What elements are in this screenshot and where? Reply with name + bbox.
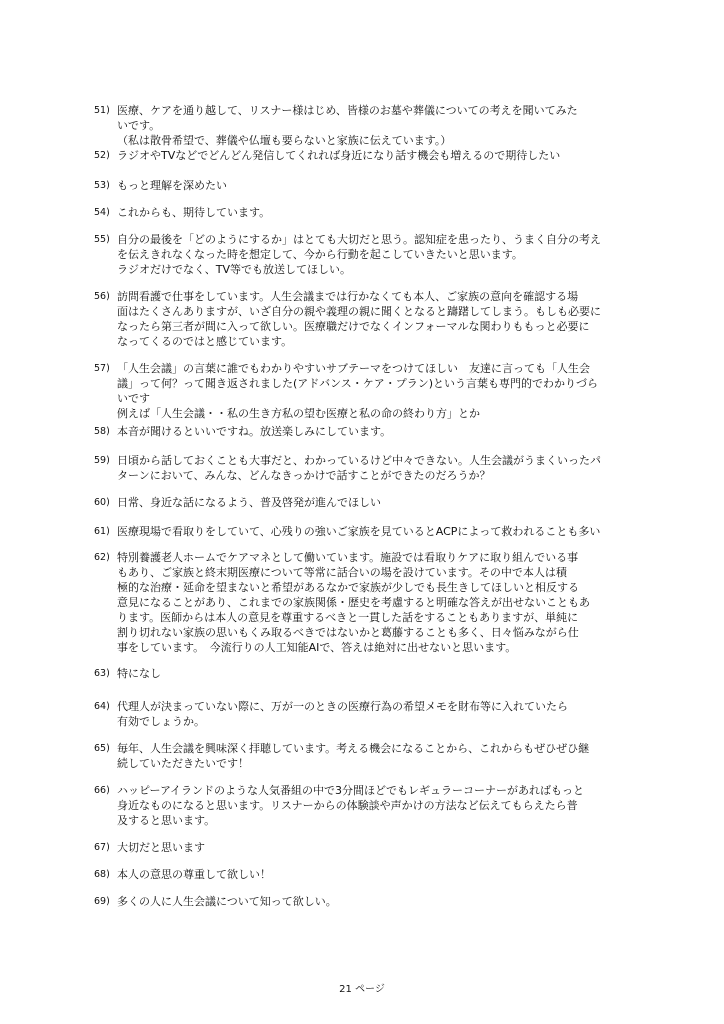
- entry-number: 66): [94, 785, 110, 796]
- entry-text-line: 身近なものになると思います。リスナーからの体験談や声かけの方法など伝えてもらえたら普: [117, 799, 578, 812]
- entry-text-line: 医療現場で看取りをしていて、心残りの強いご家族を見ているとACPによって救われることも多い: [117, 525, 601, 538]
- comment-entry: [94, 103, 630, 148]
- entry-number: 65): [94, 743, 110, 754]
- comment-entry: [94, 524, 630, 539]
- entry-number: 67): [94, 842, 110, 853]
- entry-text-line: 特別養護老人ホームでケアマネとして働いています。施設では看取りケアに取り組んでいる事: [117, 551, 579, 564]
- entry-text: [117, 453, 630, 483]
- comment-entry: [94, 741, 630, 771]
- comment-entry: [94, 666, 630, 681]
- entry-number: 57): [94, 363, 110, 374]
- comment-entry: [94, 783, 630, 828]
- entry-text-line: 訪問看護で仕事をしています。人生会議までは行かなくても本人、ご家族の意向を確認する場: [117, 290, 579, 303]
- entry-text-line: 続していただきたいです！: [117, 757, 249, 770]
- entry-text: [117, 495, 630, 510]
- entry-text-line: を伝えきれなくなった時を想定して、今から行動を起こしていきたいと思います。: [117, 248, 523, 261]
- entry-text-line: 事をしています。 今流行りの人工知能AIで、答えは絶対に出せないと思います。: [117, 641, 517, 654]
- comment-entry: [94, 453, 630, 483]
- page-number: 21 ページ: [339, 984, 385, 995]
- entry-text-line: 日常、身近な話になるよう、普及啓発が進んでほしい: [117, 496, 381, 509]
- entry-text-line: なったら第三者が間に入って欲しい。医療職だけでなくインフォーマルな関わりももっと必要に: [117, 320, 590, 333]
- entry-text-line: 本人の意思の尊重して欲しい！: [117, 868, 271, 881]
- entry-number: 51): [94, 105, 110, 116]
- comment-entry: [94, 148, 630, 163]
- entry-text-line: 面はたくさんありますが、いざ自分の親や義理の親に聞くとなると躊躇してしまう。もしも必要に: [117, 305, 601, 318]
- entry-text-line: 及すると思います。: [117, 814, 216, 827]
- entry-text-line: 代理人が決まっていない際に、万が一のときの医療行為の希望メモを財布等に入れていたら: [117, 700, 568, 713]
- comment-entry: [94, 205, 630, 220]
- entry-text-line: 「人生会議」の言葉に誰でもわかりやすいサブテーマをつけてほしい 友達に言っても「人生会: [117, 362, 590, 375]
- entry-text: [117, 840, 630, 855]
- entry-number: 53): [94, 180, 110, 191]
- entry-number: 63): [94, 668, 110, 679]
- comment-entry: [94, 424, 630, 439]
- entry-number: 69): [94, 896, 110, 907]
- entry-number: 62): [94, 552, 110, 563]
- entry-text: [117, 205, 630, 220]
- comment-list: [94, 103, 630, 909]
- entry-text: [117, 103, 630, 148]
- entry-text-line: いです。: [117, 119, 161, 132]
- entry-text: [117, 894, 630, 909]
- entry-text: [117, 289, 630, 349]
- comment-entry: [94, 867, 630, 882]
- entry-number: 60): [94, 497, 110, 508]
- entry-text: [117, 148, 630, 163]
- entry-text-line: いです: [117, 392, 150, 405]
- entry-text-line: 極的な治療・延命を望まないと希望があるなかで家族が少しでも長生きしてほしいと相反する: [117, 581, 579, 594]
- entry-text-line: 多くの人に人生会議について知って欲しい。: [117, 895, 337, 908]
- entry-text: [117, 666, 630, 681]
- entry-number: 52): [94, 150, 110, 161]
- comment-entry: [94, 232, 630, 277]
- entry-text-line: なってくるのではと感じています。: [117, 335, 293, 348]
- entry-number: 64): [94, 701, 110, 712]
- comment-entry: [94, 894, 630, 909]
- comment-entry: [94, 550, 630, 655]
- entry-text-line: もっと理解を深めたい: [117, 179, 227, 192]
- entry-text-line: ります。医師からは本人の意見を尊重するべきと一貫した話をすることもありますが、単純に: [117, 611, 579, 624]
- entry-text: [117, 232, 630, 277]
- entry-text: [117, 361, 630, 421]
- entry-text: [117, 178, 630, 193]
- entry-text-line: 例えば「人生会議・・私の生き方私の望む医療と私の命の終わり方」とか: [117, 407, 480, 420]
- entry-text-line: 割り切れない家族の思いもくみ取るべきではないかと葛藤することも多く、日々悩みながら仕: [117, 626, 579, 639]
- entry-text-line: 意見になることがあり、これまでの家族関係・歴史を考慮すると明確な答えが出せないこともあ: [117, 596, 590, 609]
- entry-text: [117, 741, 630, 771]
- entry-text: [117, 699, 630, 729]
- entry-text-line: 特になし: [117, 667, 161, 680]
- entry-text-line: （私は散骨希望で、葬儀や仏壇も要らないと家族に伝えています。）: [117, 134, 452, 147]
- entry-text-line: これからも、期待しています。: [117, 206, 271, 219]
- entry-text: [117, 524, 630, 539]
- comment-entry: [94, 495, 630, 510]
- entry-text-line: ラジオだけでなく、TV等でも放送してほしい。: [117, 263, 352, 276]
- entry-text-line: ラジオやTVなどでどんどん発信してくれれば身近になり話す機会も増えるので期待したい: [117, 149, 561, 162]
- entry-text-line: ハッピーアイランドのような人気番組の中で3分間ほどでもレギュラーコーナーがあればもっと: [117, 784, 585, 797]
- entry-number: 68): [94, 869, 110, 880]
- comment-entry: [94, 361, 630, 421]
- entry-text-line: 大切だと思います: [117, 841, 205, 854]
- entry-text-line: ターンにおいて、みんな、どんなきっかけで話すことができたのだろうか？: [117, 469, 491, 482]
- entry-text: [117, 550, 630, 655]
- comment-entry: [94, 289, 630, 349]
- entry-text: [117, 867, 630, 882]
- entry-text-line: 議」って何？って聞き返されました(アドバンス・ケア・プラン)という言葉も専門的でわかりづら: [117, 377, 599, 390]
- entry-number: 54): [94, 207, 110, 218]
- entry-number: 59): [94, 455, 110, 466]
- comment-entry: [94, 178, 630, 193]
- entry-text: [117, 424, 630, 439]
- entry-text-line: 毎年、人生会議を興味深く拝聴しています。考える機会になることから、これからもぜひぜひ継: [117, 742, 590, 755]
- comment-entry: [94, 699, 630, 729]
- entry-text-line: 医療、ケアを通り越して、リスナー様はじめ、皆様のお墓や葬儀についての考えを聞いてみた: [117, 104, 578, 117]
- entry-number: 61): [94, 526, 110, 537]
- entry-text-line: 本音が聞けるといいですね。放送楽しみにしています。: [117, 425, 392, 438]
- entry-text-line: 日頃から話しておくことも大事だと、わかっているけど中々できない。人生会議がうまくいったパ: [117, 454, 601, 467]
- entry-text: [117, 783, 630, 828]
- entry-number: 58): [94, 426, 110, 437]
- entry-text-line: 有効でしょうか。: [117, 715, 205, 728]
- entry-text-line: もあり、ご家族と終末期医療について等常に話合いの場を設けています。その中で本人は積: [117, 566, 567, 579]
- entry-number: 55): [94, 234, 110, 245]
- comment-entry: [94, 840, 630, 855]
- entry-number: 56): [94, 291, 110, 302]
- entry-text-line: 自分の最後を「どのようにするか」はとても大切だと思う。認知症を患ったり、うまく自分の考え: [117, 233, 601, 246]
